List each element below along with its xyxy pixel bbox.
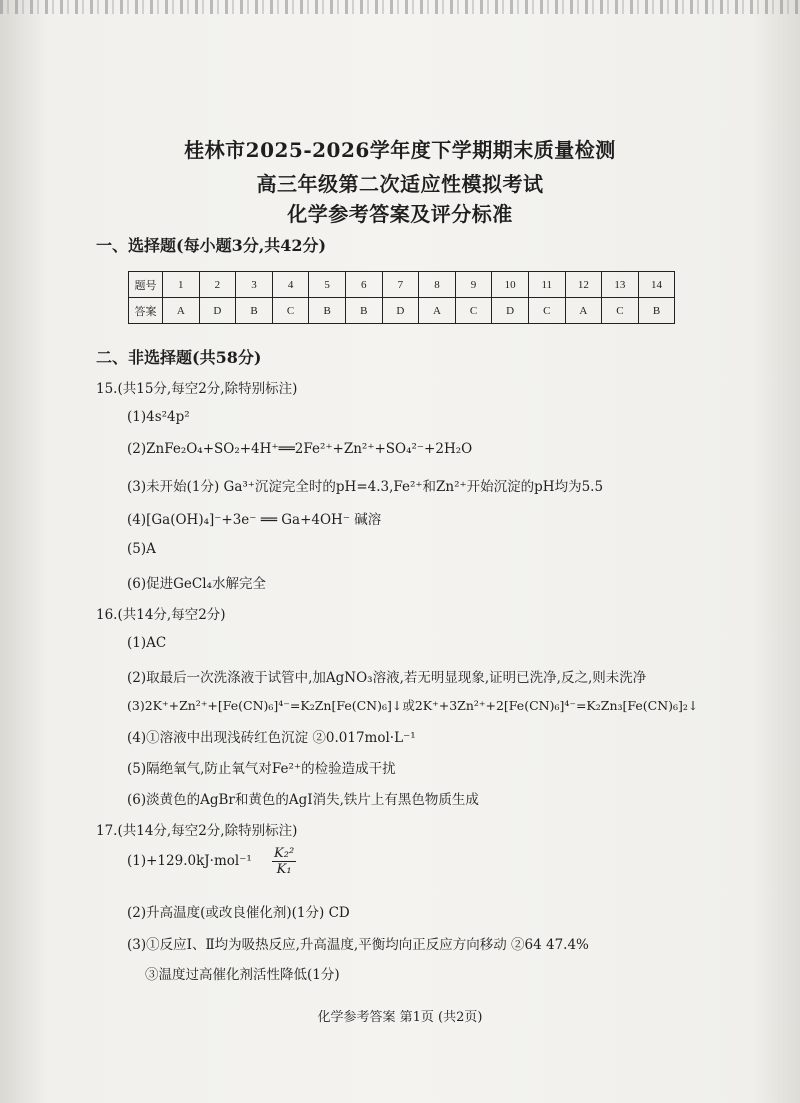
fraction-numerator: K₂² xyxy=(274,846,295,861)
question-number: 5 xyxy=(309,272,346,298)
answer-table xyxy=(128,271,675,324)
answer-cell: B xyxy=(345,298,382,324)
question-number: 10 xyxy=(492,272,529,298)
question-number: 6 xyxy=(345,272,382,298)
answer-cell: B xyxy=(236,298,273,324)
answer-cell: B xyxy=(638,298,675,324)
answer-cell: B xyxy=(309,298,346,324)
scan-edge-noise xyxy=(0,0,800,14)
q16-answer-5: (5)隔绝氧气,防止氧气对Fe²⁺的检验造成干扰 xyxy=(127,761,396,777)
answer-cell: C xyxy=(455,298,492,324)
fraction-denominator: K₁ xyxy=(276,862,292,877)
question-number: 7 xyxy=(382,272,419,298)
q17-answer-2: (2)升高温度(或改良催化剂)(1分) CD xyxy=(127,905,350,921)
answer-cell: C xyxy=(602,298,639,324)
q17-answer-1-text: (1)+129.0kJ·mol⁻¹ xyxy=(127,853,252,869)
q17-heading: 17.(共14分,每空2分,除特别标注) xyxy=(96,823,298,839)
section1-heading: 一、选择题(每小题3分,共42分) xyxy=(96,236,327,255)
q17-answer-4: ③温度过高催化剂活性降低(1分) xyxy=(145,967,340,983)
q17-answer-3: (3)①反应Ⅰ、Ⅱ均为吸热反应,升高温度,平衡均向正反应方向移动 ②64 47.4% xyxy=(127,937,589,953)
answer-cell: D xyxy=(492,298,529,324)
page-footer: 化学参考答案 第1页 (共2页) xyxy=(317,1010,483,1025)
q15-answer-4: (4)[Ga(OH)₄]⁻+3e⁻ ══ Ga+4OH⁻ 碱溶 xyxy=(127,512,382,528)
q15-heading: 15.(共15分,每空2分,除特别标注) xyxy=(96,381,298,397)
row-label-number: 题号 xyxy=(129,272,163,298)
answer-key-title: 化学参考答案及评分标准 xyxy=(287,202,513,226)
question-number: 11 xyxy=(528,272,565,298)
exam-subtitle: 高三年级第二次适应性模拟考试 xyxy=(256,172,544,196)
q16-heading: 16.(共14分,每空2分) xyxy=(96,607,226,623)
question-number: 9 xyxy=(455,272,492,298)
exam-title: 桂林市2025-2026学年度下学期期末质量检测 xyxy=(184,138,616,162)
q15-answer-2: (2)ZnFe₂O₄+SO₂+4H⁺══2Fe²⁺+Zn²⁺+SO₄²⁻+2H₂O xyxy=(127,441,473,457)
table-row-numbers xyxy=(129,272,675,298)
q16-answer-1: (1)AC xyxy=(127,635,167,651)
q16-answer-4: (4)①溶液中出现浅砖红色沉淀 ②0.017mol·L⁻¹ xyxy=(127,730,416,746)
question-number: 3 xyxy=(236,272,273,298)
section2-heading: 二、非选择题(共58分) xyxy=(96,348,262,367)
q17-answer-1 xyxy=(127,846,296,877)
question-number: 14 xyxy=(638,272,675,298)
q16-answer-6: (6)淡黄色的AgBr和黄色的AgI消失,铁片上有黑色物质生成 xyxy=(127,792,479,808)
row-label-answer: 答案 xyxy=(129,298,163,324)
answer-cell: A xyxy=(419,298,456,324)
answer-cell: A xyxy=(565,298,602,324)
answer-cell: C xyxy=(272,298,309,324)
question-number: 13 xyxy=(602,272,639,298)
answer-cell: C xyxy=(528,298,565,324)
q15-answer-5: (5)A xyxy=(127,541,156,557)
question-number: 4 xyxy=(272,272,309,298)
q15-answer-1: (1)4s²4p² xyxy=(127,409,190,425)
question-number: 1 xyxy=(163,272,200,298)
equilibrium-constant-fraction xyxy=(272,846,296,877)
table-row-answers xyxy=(129,298,675,324)
question-number: 2 xyxy=(199,272,236,298)
q15-answer-6: (6)促进GeCl₄水解完全 xyxy=(127,576,266,592)
answer-cell: D xyxy=(199,298,236,324)
question-number: 8 xyxy=(419,272,456,298)
q16-answer-3: (3)2K⁺+Zn²⁺+[Fe(CN)₆]⁴⁻=K₂Zn[Fe(CN)₆]↓或2K⁺+3Zn²⁺+2[Fe(CN)₆]⁴⁻=K₂Zn₃[Fe(CN)₆]₂↓ xyxy=(127,698,699,713)
q16-answer-2: (2)取最后一次洗涤液于试管中,加AgNO₃溶液,若无明显现象,证明已洗净,反之,则未洗净 xyxy=(127,670,647,686)
answer-cell: A xyxy=(163,298,200,324)
q15-answer-3: (3)未开始(1分) Ga³⁺沉淀完全时的pH=4.3,Fe²⁺和Zn²⁺开始沉淀的pH均为5.5 xyxy=(127,479,604,495)
question-number: 12 xyxy=(565,272,602,298)
answer-cell: D xyxy=(382,298,419,324)
